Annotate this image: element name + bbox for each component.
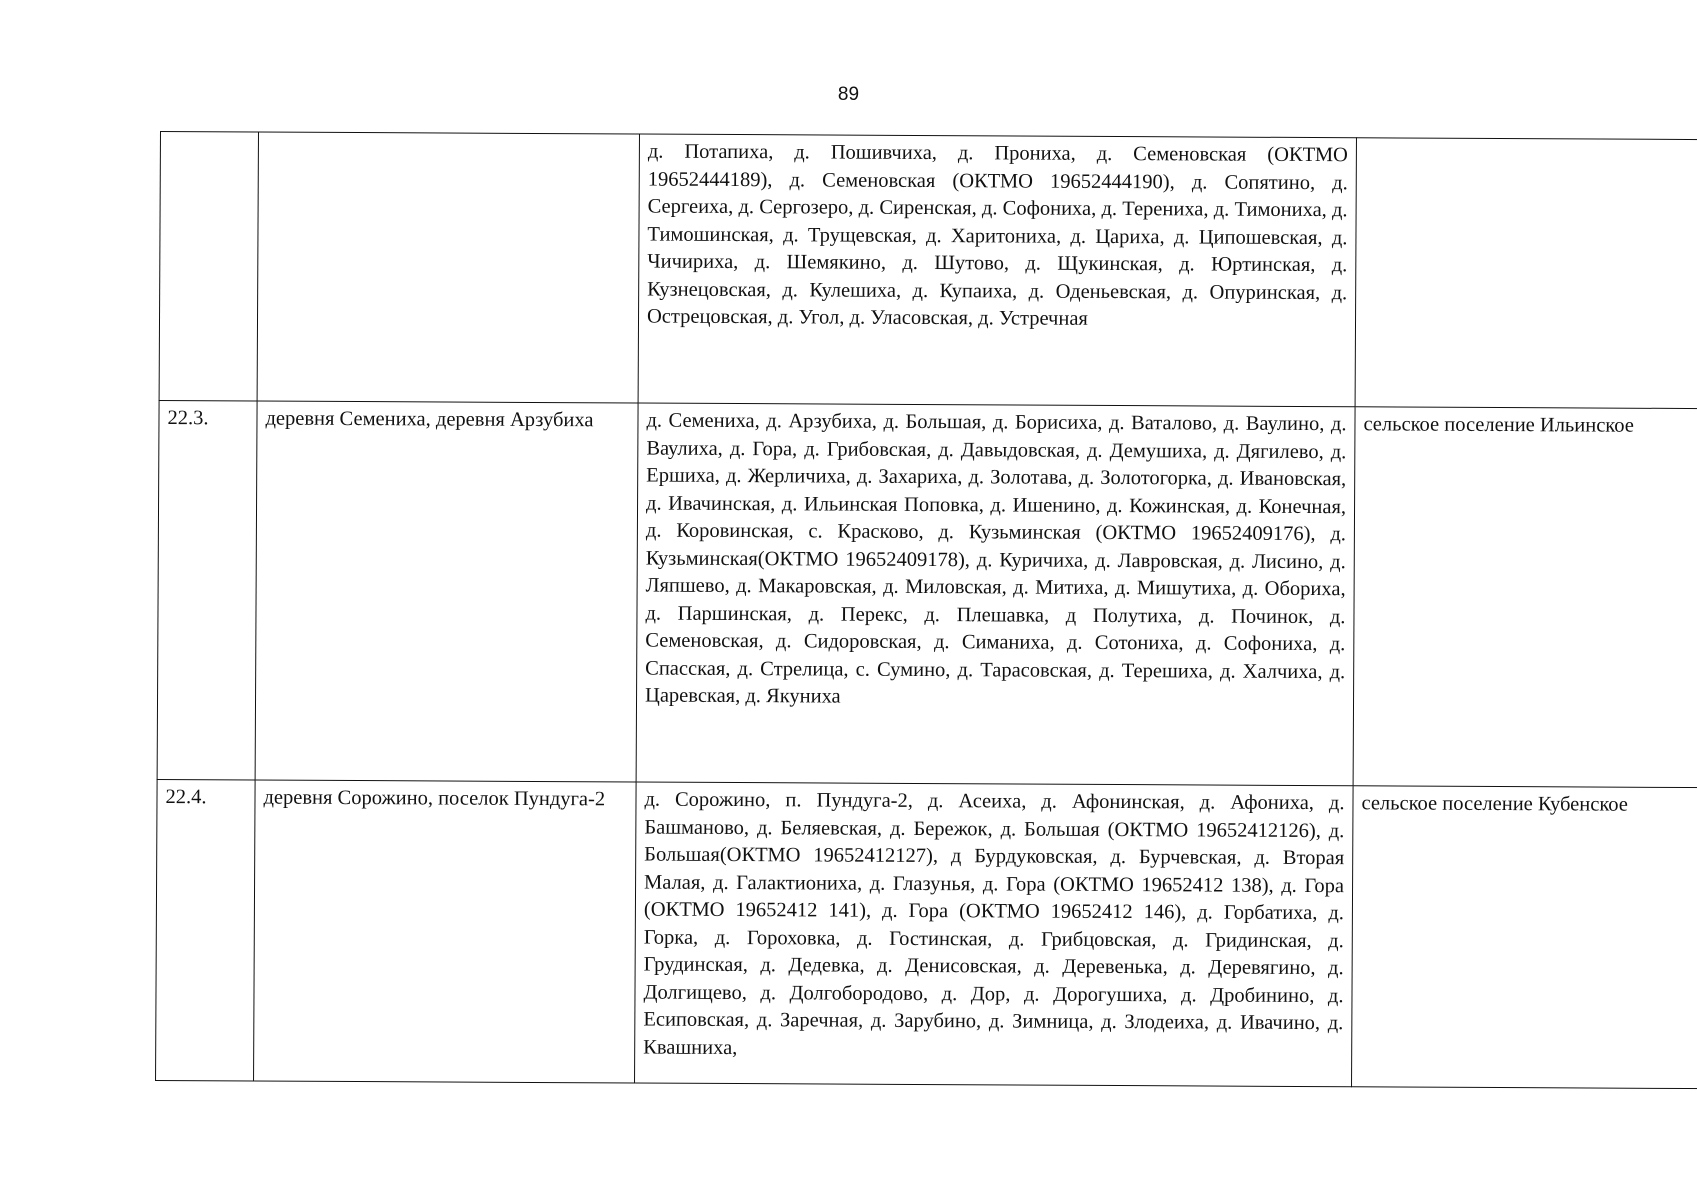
center-name-cell <box>257 132 639 403</box>
table-row <box>157 400 1697 787</box>
table-row <box>156 779 1697 1088</box>
settlement-list-cell: д. Семениха, д. Арзубиха, д. Большая, д. Борисиха, д. Ваталово, д. Ваулино, д. Ваулиха, д. Гора, д. Грибовская, д. Давыдовская, д. Демушиха, д. Дягилево, д. Ершиха, д. Жерличиха, д. Захариха, д. Золотава, д. Золотогорка, д. Ивановская, д. Ивачинская, д. Ильинская Поповка, д. Ишенино, д. Кожинская, д. Конечная, д. Коровинская, с. Красково, д. Кузьминская (ОКТМО 19652409176), д. Кузьминская(ОКТМО 19652409178), д. Куричиха, д. Лавровская, д. Лисино, д. Ляпшево, д. Макаровская, д. Миловская, д. Митиха, д. Мишутиха, д. Обориха, д. Паршинская, д. Перекс, д. Плешавка, д Полутиха, д. Починок, д. Семеновская, д. Сидоровская, д. Симаниха, д. Сотониха, д. Софониха, д. Спасская, д. Стрелица, с. Сумино, д. Тарасовская, д. Терешиха, д. Халчиха, д. Царевская, д. Якуниха <box>636 403 1355 786</box>
row-number-cell: 22.4. <box>156 779 256 1081</box>
municipality-cell: сельское поселение Кубенское <box>1352 786 1697 1089</box>
center-name-cell: деревня Сорожино, поселок Пундуга-2 <box>254 780 637 1083</box>
table-row <box>159 132 1697 409</box>
row-number-cell: 22.3. <box>157 400 257 780</box>
settlements-table <box>155 131 1697 1089</box>
settlement-list-cell: д. Сорожино, п. Пундуга-2, д. Асеиха, д. Афонинская, д. Афониха, д. Башманово, д. Беляевская, д. Бережок, д. Большая (ОКТМО 19652412126), д. Большая(ОКТМО 19652412127), д Бурдуковская, д. Бурчевская, д. Вторая Малая, д. Галактиониха, д. Глазунья, д. Гора (ОКТМО 19652412 138), д. Гора (ОКТМО 19652412 141), д. Гора (ОКТМО 19652412 146), д. Горбатиха, д. Горка, д. Гороховка, д. Гостинская, д. Грибцовская, д. Гридинская, д. Грудинская, д. Дедевка, д. Денисовская, д. Деревенька, д. Деревягино, д. Долгищево, д. Долгобородово, д. Дор, д. Дорогушиха, д. Дробинино, д. Есиповская, д. Заречная, д. Зарубино, д. Зимница, д. Злодеиха, д. Ивачино, д. Квашниха, <box>635 782 1354 1087</box>
page-number: 89 <box>837 84 860 105</box>
settlement-list-cell: д. Потапиха, д. Пошивчиха, д. Прониха, д. Семеновская (ОКТМО 19652444189), д. Семеновская (ОКТМО 19652444190), д. Сопятино, д. Сергеиха, д. Сергозеро, д. Сиренская, д. Софониха, д. Терениха, д. Тимониха, д. Тимошинская, д. Трущевская, д. Харитониха, д. Цариха, д. Ципошевская, д. Чичириха, д. Шемякино, д. Шутово, д. Щукинская, д. Юртинская, д. Кузнецовская, д. Кулешиха, д. Купаиха, д. Оденьевская, д. Опуринская, д. Острецовская, д. Угол, д. Уласовская, д. Устречная <box>638 134 1356 407</box>
municipality-cell <box>1355 138 1697 409</box>
municipality-cell: сельское поселение Ильинское <box>1353 407 1697 788</box>
row-number-cell <box>159 132 258 402</box>
center-name-cell: деревня Семениха, деревня Арзубиха <box>255 401 638 782</box>
